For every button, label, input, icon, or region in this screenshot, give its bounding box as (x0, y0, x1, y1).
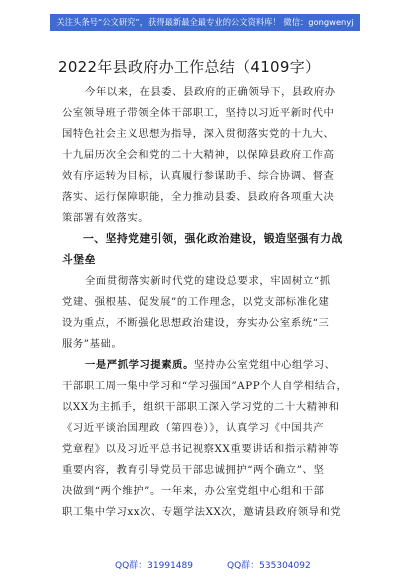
body-line (85, 358, 336, 372)
body-line: 效有序运转为目标，认真履行参谋助手、综合协调、督查 (62, 170, 335, 182)
paragraph-lead: 一是严抓学习提素质。 (85, 359, 194, 371)
body-line: 落实、运行保障职能，全力推动县委、县政府各项重大决 (62, 191, 335, 203)
body-line: 决做到“两个维护”。一年来，办公室党组中心组和干部 (62, 485, 325, 497)
body-line: 今年以来，在县委、县政府的正确领导下，县政府办 (85, 86, 336, 98)
body-line: 党章程》以及习近平总书记视察XX重要讲话和指示精神等 (62, 443, 340, 455)
body-line: 党建、强根基、促发展”的工作理念，以党支部标准化建 (62, 296, 330, 308)
footer-contact (0, 559, 408, 573)
section-heading: 一、坚持党建引领，强化政治建设，锻造坚强有力战 (83, 232, 343, 245)
promo-banner: 关注头条号“公文研究”，获得最新最全最专业的公文资料库！ 微信：gongwenyj (50, 14, 360, 31)
body-line: 国特色社会主义思想为指导，深入贯彻落实党的十九大、 (62, 128, 335, 140)
qq-group-2: QQ群：535304092 (227, 561, 311, 571)
body-line: 服务”基础。 (62, 338, 123, 350)
body-line: 全面贯彻落实新时代党的建设总要求，牢固树立“抓 (85, 275, 331, 287)
qq-group-1: QQ群：31991489 (115, 561, 193, 571)
body-line-text: 坚持办公室党组中心组学习、 (193, 359, 336, 371)
body-line: 职工集中学习xx次、专题学法XX次，邀请县政府领导和党 (62, 506, 342, 518)
body-line: 十九届历次全会和党的二十大精神，以保障县政府工作高 (62, 149, 335, 161)
body-line: 重要内容，教育引导党员干部忠诚拥护“两个确立”、坚 (62, 464, 325, 476)
document-title: 2022年县政府办工作总结（4109字） (58, 58, 321, 76)
body-line: 公室领导班子带领全体干部职工，坚持以习近平新时代中 (62, 107, 335, 119)
body-line: 以XX为主抓手，组织干部职工深入学习党的二十大精神和 (62, 401, 340, 413)
body-line: 《习近平谈治国理政（第四卷）》，认真学习《中国共产 (62, 422, 325, 434)
body-line: 干部职工周一集中学习和“学习强国”APP个人自学相结合， (62, 380, 348, 392)
body-line: 设为重点，不断强化思想政治建设，夯实办公室系统“三 (62, 317, 330, 329)
section-heading: 斗堡垒 (62, 253, 96, 266)
body-line: 策部署有效落实。 (62, 212, 150, 224)
